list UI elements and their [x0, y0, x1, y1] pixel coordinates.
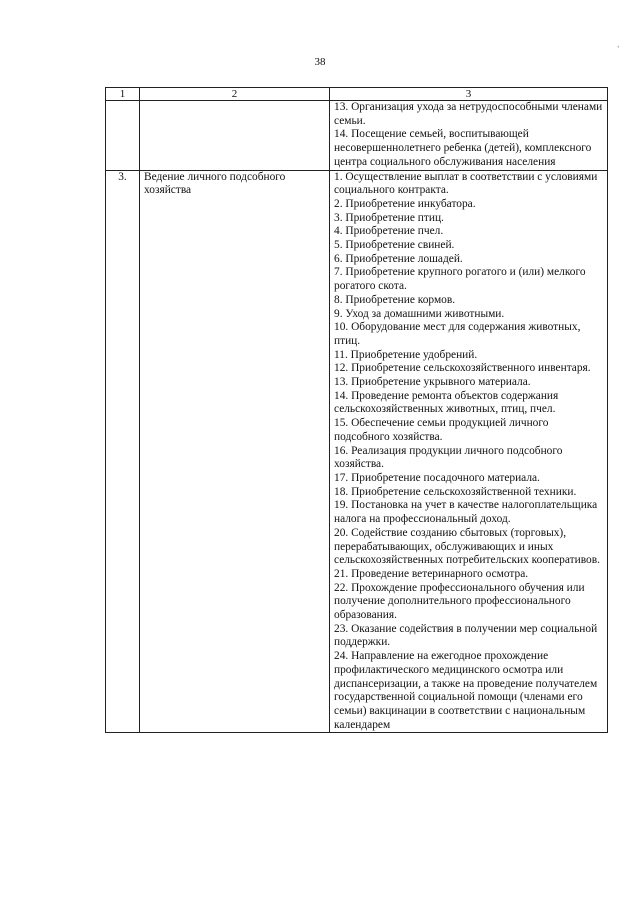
table-row-3 — [106, 170, 608, 733]
list-item: 24. Направление на ежегодное прохождение профилактического медицинского осмотра или диспансеризации, а также на проведение получателем государственной социальной помощи (членами его семьи) вакцинации в соответствии с национальным календарем — [334, 650, 598, 731]
list-item: 23. Оказание содействия в получении мер социальной поддержки. — [334, 622, 598, 649]
list-item: 14. Проведение ремонта объектов содержания сельскохозяйственных животных, птиц, пчел. — [334, 389, 559, 416]
column-header-2: 2 — [140, 88, 330, 101]
list-item: 4. Приобретение пчел. — [334, 225, 444, 238]
row-number-cell: 3. — [106, 170, 140, 733]
list-item: 13. Приобретение укрывного материала. — [334, 376, 531, 389]
column-header-3: 3 — [330, 88, 608, 101]
list-item: 1. Осуществление выплат в соответствии с условиями социального контракта. — [334, 170, 598, 197]
list-item: 5. Приобретение свиней. — [334, 239, 455, 252]
list-item: 22. Прохождение профессионального обучения или получение дополнительного профессионального образования. — [334, 581, 585, 622]
list-item: 18. Приобретение сельскохозяйственной техники. — [334, 485, 577, 498]
row-number-cell — [106, 101, 140, 171]
list-item: 2. Приобретение инкубатора. — [334, 197, 476, 210]
row-name-cell — [140, 101, 330, 171]
list-item: 11. Приобретение удобрений. — [334, 348, 478, 361]
row-items-cell — [330, 170, 608, 733]
list-item: 17. Приобретение посадочного материала. — [334, 471, 540, 484]
row-name-cell: Ведение личного подсобного хозяйства — [140, 170, 330, 733]
list-item: 9. Уход за домашними животными. — [334, 307, 505, 320]
table-row-continued — [106, 101, 608, 171]
list-item: 3. Приобретение птиц. — [334, 211, 444, 224]
page-number: 38 — [314, 56, 326, 68]
list-item: 14. Посещение семьей, воспитывающей несовершеннолетнего ребенка (детей), комплексного центра социального обслуживания населения — [334, 128, 592, 168]
list-item: 8. Приобретение кормов. — [334, 293, 456, 306]
column-header-1: 1 — [106, 88, 140, 101]
services-table — [105, 87, 608, 733]
list-item: 16. Реализация продукции личного подсобного хозяйства. — [334, 444, 563, 471]
list-item: 7. Приобретение крупного рогатого и (или) мелкого рогатого скота. — [334, 266, 586, 293]
list-item: 19. Постановка на учет в качестве налогоплательщика налога на профессиональный доход. — [334, 499, 598, 526]
list-item: 20. Содействие созданию сбытовых (торговых), перерабатывающих, обслуживающих и иных сельскохозяйственных потребительских кооперативов. — [334, 526, 600, 567]
list-item: 6. Приобретение лошадей. — [334, 252, 463, 265]
list-item: 13. Организация ухода за нетрудоспособными членами семьи. — [334, 101, 603, 127]
list-item: 12. Приобретение сельскохозяйственного инвентаря. — [334, 362, 591, 375]
list-item: 15. Обеспечение семьи продукцией личного подсобного хозяйства. — [334, 417, 549, 443]
margin-mark: ʹ — [616, 43, 622, 54]
table-header-row — [106, 88, 608, 101]
list-item: 21. Проведение ветеринарного осмотра. — [334, 567, 529, 580]
list-item: 10. Оборудование мест для содержания животных, птиц. — [334, 321, 581, 347]
row-items-cell — [330, 101, 608, 171]
